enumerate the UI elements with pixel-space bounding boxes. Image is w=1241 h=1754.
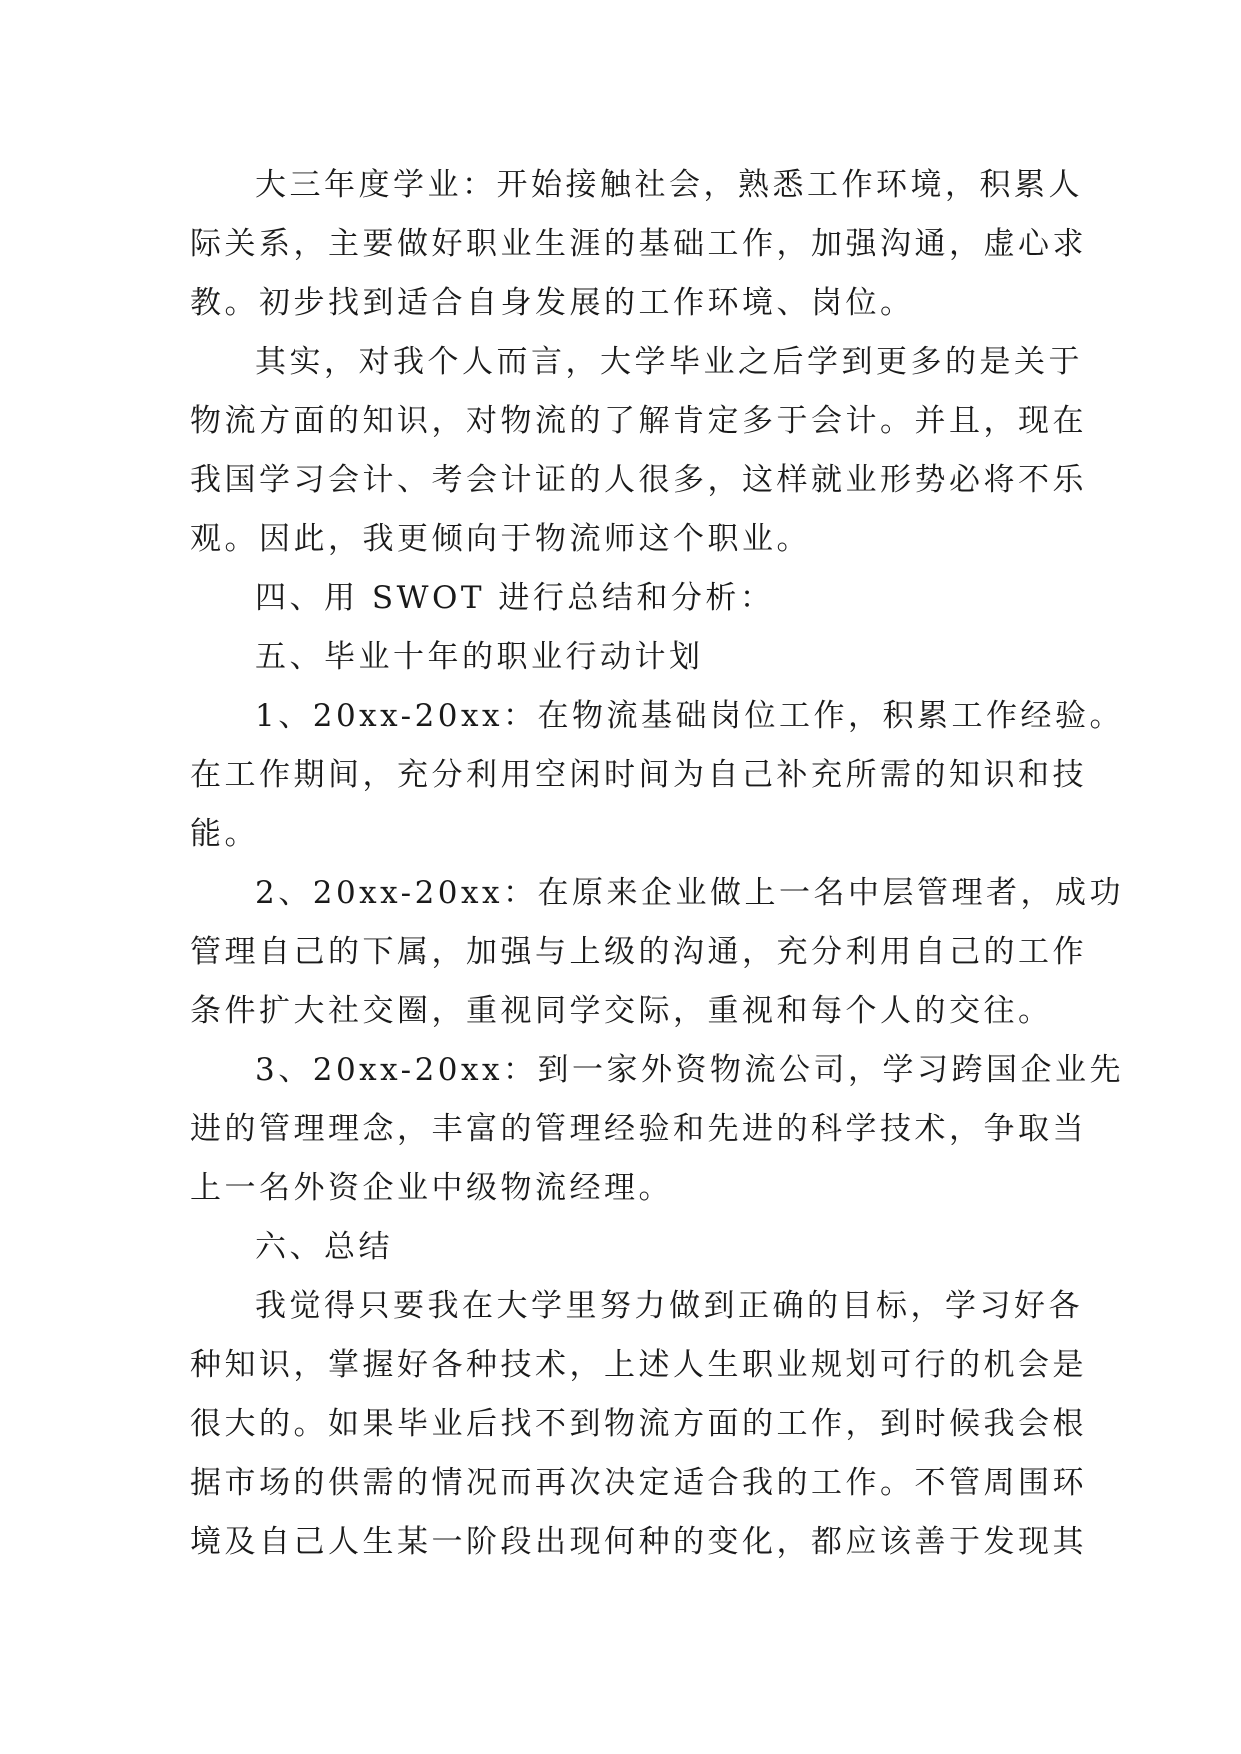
text-line: 能。 bbox=[190, 816, 259, 852]
text-line: 很大的。如果毕业后找不到物流方面的工作，到时候我会根 bbox=[190, 1406, 1087, 1442]
text-line: 境及自己人生某一阶段出现何种的变化，都应该善于发现其 bbox=[190, 1524, 1087, 1560]
text-line: 条件扩大社交圈，重视同学交际，重视和每个人的交往。 bbox=[190, 993, 1053, 1029]
text-line: 2、20xx-20xx：在原来企业做上一名中层管理者，成功 bbox=[255, 875, 1124, 911]
text-line: 物流方面的知识，对物流的了解肯定多于会计。并且，现在 bbox=[190, 403, 1087, 439]
text-line: 管理自己的下属，加强与上级的沟通，充分利用自己的工作 bbox=[190, 934, 1087, 970]
text-line: 我觉得只要我在大学里努力做到正确的目标，学习好各 bbox=[255, 1288, 1083, 1324]
text-line: 大三年度学业：开始接触社会，熟悉工作环境，积累人 bbox=[255, 167, 1083, 203]
text-line: 据市场的供需的情况而再次决定适合我的工作。不管周围环 bbox=[190, 1465, 1087, 1501]
section-heading: 四、用 SWOT 进行总结和分析： bbox=[255, 580, 775, 616]
text-line: 3、20xx-20xx：到一家外资物流公司，学习跨国企业先 bbox=[255, 1052, 1124, 1088]
section-heading: 五、毕业十年的职业行动计划 bbox=[255, 639, 704, 675]
text-line: 我国学习会计、考会计证的人很多，这样就业形势必将不乐 bbox=[190, 462, 1087, 498]
text-line: 种知识，掌握好各种技术，上述人生职业规划可行的机会是 bbox=[190, 1347, 1087, 1383]
text-line: 教。初步找到适合自身发展的工作环境、岗位。 bbox=[190, 285, 915, 321]
text-line: 上一名外资企业中级物流经理。 bbox=[190, 1170, 673, 1206]
text-line: 观。因此，我更倾向于物流师这个职业。 bbox=[190, 521, 811, 557]
text-line: 进的管理理念，丰富的管理经验和先进的科学技术，争取当 bbox=[190, 1111, 1087, 1147]
text-line: 际关系，主要做好职业生涯的基础工作，加强沟通，虚心求 bbox=[190, 226, 1087, 262]
text-line: 在工作期间，充分利用空闲时间为自己补充所需的知识和技 bbox=[190, 757, 1087, 793]
section-heading: 六、总结 bbox=[255, 1229, 393, 1265]
text-line: 1、20xx-20xx：在物流基础岗位工作，积累工作经验。 bbox=[255, 698, 1124, 734]
text-line: 其实，对我个人而言，大学毕业之后学到更多的是关于 bbox=[255, 344, 1083, 380]
